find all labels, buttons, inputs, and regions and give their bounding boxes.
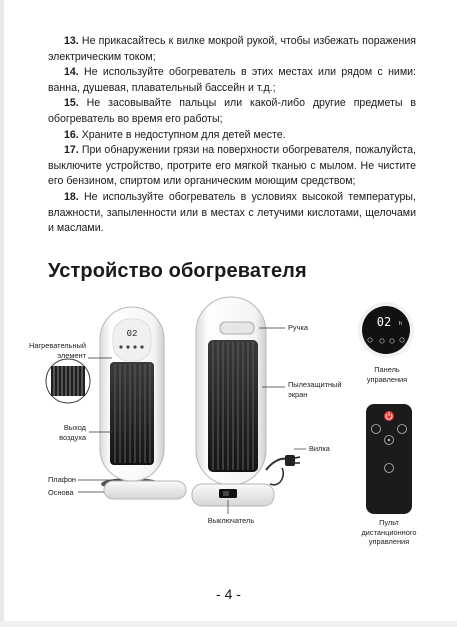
rule-text: При обнаружении грязи на поверхности обогревателя, пожалуйста, выключите устройство, протрите его мягкой тканью с мылом. Не чистите его бензином, спиртом или органическим моющим средством; <box>48 144 416 188</box>
label-remote-control: Пульт дистанционного управления <box>361 518 417 547</box>
label-control-panel: Панель управления <box>366 365 408 384</box>
remote-device <box>366 404 412 514</box>
label-air-outlet: Выход воздуха <box>59 423 86 442</box>
label-plug: Вилка <box>309 444 330 453</box>
rule-text: Не прикасайтесь к вилке мокрой рукой, чтобы избежать поражения электрическим током; <box>48 35 417 63</box>
front-heater-base <box>104 481 186 499</box>
rule-number: 16. <box>64 128 79 141</box>
plug-icon <box>285 455 300 466</box>
rule-number: 18. <box>64 190 79 203</box>
rule-number: 14. <box>64 66 79 79</box>
front-heater-grill <box>110 362 154 465</box>
front-heater <box>100 307 186 499</box>
power-cord <box>266 459 288 470</box>
rule-text: Не используйте обогреватель в условиях высокой температуры, влажности, запыленности или в местах с летучими кислотами, щелочами и маслами. <box>48 190 416 235</box>
page-number: - 4 - <box>216 586 241 602</box>
control-panel-face <box>362 306 410 354</box>
front-heater-display: 02 <box>126 329 138 339</box>
heating-element-zoom <box>46 359 90 403</box>
label-handle: Ручка <box>288 323 308 332</box>
panel-display-unit: h <box>399 321 402 327</box>
label-protective-screen: Пылезащитный экран <box>288 380 342 399</box>
rule-text: Храните в недоступном для детей месте. <box>81 128 286 141</box>
label-switch: Выключатель <box>207 516 255 525</box>
handle-slot <box>220 322 254 334</box>
section-title: Устройство обогревателя <box>48 260 307 282</box>
rule-number: 15. <box>64 97 79 110</box>
control-panel-device <box>358 302 414 358</box>
label-lampshade: Плафон <box>48 475 77 484</box>
rule-text: Не используйте обогреватель в этих местах или рядом с ними: ванна, душевая, плавательный бассейн и т.д.; <box>48 66 416 94</box>
front-heater-panel <box>113 319 151 361</box>
label-heating-element: Нагревательный элемент <box>28 341 86 360</box>
rule-text: Не засовывайте пальцы или какой-либо другие предметы в обогреватель во время его работы; <box>48 97 416 125</box>
label-base: Основа <box>48 488 74 497</box>
rule-number: 17. <box>64 144 79 157</box>
rule-number: 13. <box>64 35 79 47</box>
panel-display: 02 <box>376 315 392 329</box>
